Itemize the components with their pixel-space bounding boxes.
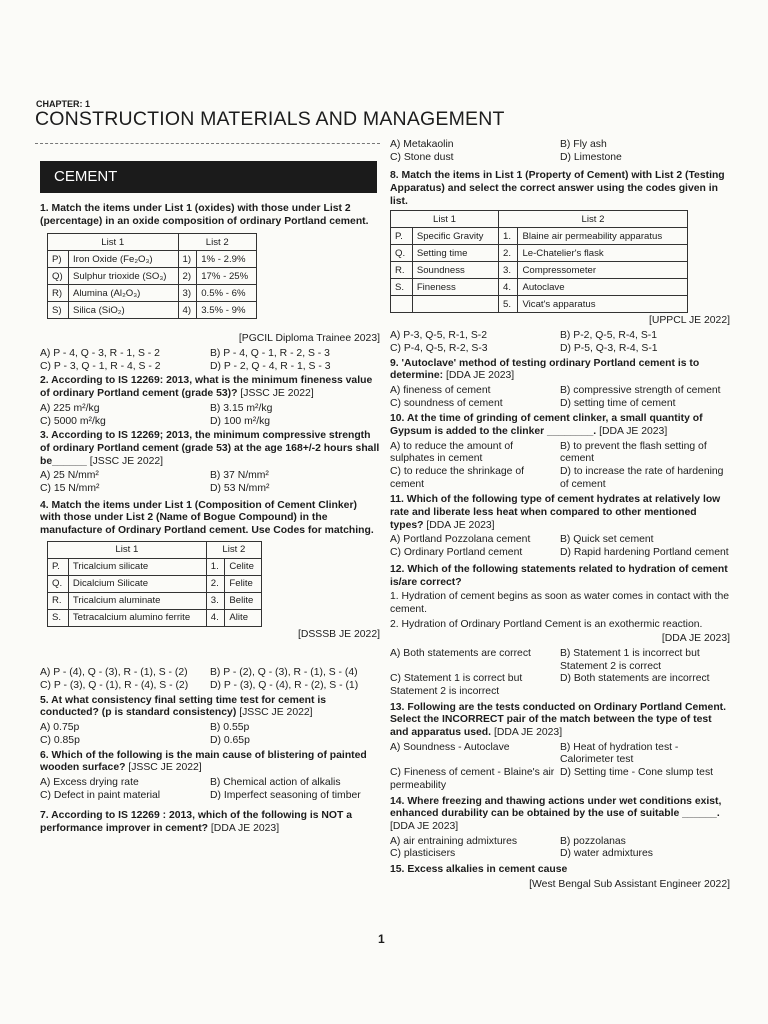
option: D) to increase the rate of hardening of cement xyxy=(560,466,724,490)
option: C) Ordinary Portland cement xyxy=(390,547,523,559)
table-cell: 2) xyxy=(178,268,197,285)
question-source: [DDA JE 2023] xyxy=(599,425,668,437)
question-source: [DDA JE 2023] xyxy=(426,519,495,531)
question-11 xyxy=(390,494,730,532)
q4-match-table xyxy=(47,541,262,627)
table-cell: Setting time xyxy=(412,245,498,262)
option: D) Setting time - Cone slump test xyxy=(560,767,714,779)
question-7 xyxy=(40,810,380,835)
option: A) to reduce the amount of sulphates in cement xyxy=(390,440,514,465)
table-cell: R) xyxy=(48,285,69,302)
section-title: CEMENT xyxy=(54,167,118,185)
question-text: 6. Which of the following is the main cause of blistering of painted wooden surface? xyxy=(40,749,367,774)
question-source: [DDA JE 2023] xyxy=(446,370,515,382)
options-row xyxy=(40,470,380,483)
question-10 xyxy=(390,413,730,438)
question-12: 12. Which of the following statements related to hydration of cement is/are correct? xyxy=(390,563,728,588)
title-divider xyxy=(35,143,380,144)
table-cell: Tetracalcium alumino ferrite xyxy=(68,609,206,626)
option: B) Heat of hydration test - Calorimeter test xyxy=(560,741,679,766)
option: D) P - 2, Q - 4, R - 1, S - 3 xyxy=(210,360,331,372)
options-row xyxy=(40,361,380,374)
option: C) P - (3), Q - (1), R - (4), S - (2) xyxy=(40,680,189,692)
question-source: [DDA JE 2023] xyxy=(390,820,459,832)
option: C) 0.85p xyxy=(40,734,80,746)
option: B) P - 4, Q - 1, R - 2, S - 3 xyxy=(210,348,330,360)
option: B) Chemical action of alkalis xyxy=(210,776,341,788)
option: C) Stone dust xyxy=(390,151,454,163)
options-row xyxy=(40,735,380,748)
option: C) Statement 1 is correct but Statement 2 is incorrect xyxy=(390,673,523,697)
option: B) 0.55p xyxy=(210,722,250,734)
option: B) to prevent the flash setting of cement xyxy=(560,440,707,465)
question-source: [PGCIL Diploma Trainee 2023] xyxy=(238,333,380,345)
option: A) P - 4, Q - 3, R - 1, S - 2 xyxy=(40,348,160,360)
table-cell: Felite xyxy=(225,575,262,592)
table-cell: 3.5% - 9% xyxy=(197,302,257,319)
table-cell: 1% - 2.9% xyxy=(197,251,257,268)
option: A) Metakaolin xyxy=(390,139,454,150)
question-8: 8. Match the items in List 1 (Property of Cement) with List 2 (Testing Apparatus) and select the correct answer using the codes given in list. xyxy=(390,170,725,207)
statement-2: 2. Hydration of Ordinary Portland Cement is an exothermic reaction. xyxy=(390,618,703,630)
page-number: 1 xyxy=(378,932,385,946)
table-cell: Soundness xyxy=(412,262,498,279)
statement-1: 1. Hydration of cement begins as soon as water comes in contact with the cement. xyxy=(390,591,730,615)
option: B) P-2, Q-5, R-4, S-1 xyxy=(560,330,658,342)
table-cell: Le-Chatelier's flask xyxy=(518,245,688,262)
question-13 xyxy=(390,702,730,740)
question-source: [JSSC JE 2022] xyxy=(239,707,313,719)
table-cell: 3) xyxy=(178,285,197,302)
table-cell: 4) xyxy=(178,302,197,319)
option: A) 25 N/mm² xyxy=(40,470,99,482)
options-row xyxy=(390,836,730,849)
question-source: [JSSC JE 2022] xyxy=(128,762,202,774)
option: C) 15 N/mm² xyxy=(40,482,100,494)
table-cell: P. xyxy=(48,558,69,575)
options-row xyxy=(390,742,730,767)
table-cell: Vicat's apparatus xyxy=(518,296,688,313)
left-column xyxy=(40,203,380,838)
options-row xyxy=(40,403,380,416)
question-9 xyxy=(390,358,730,383)
option: A) air entraining admixtures xyxy=(390,835,518,847)
option: A) Soundness - Autoclave xyxy=(390,741,510,753)
table-cell: 0.5% - 6% xyxy=(197,285,257,302)
table-cell: S) xyxy=(48,302,69,319)
options-row xyxy=(390,139,730,152)
table-cell: 4. xyxy=(499,279,518,296)
table-cell: 2. xyxy=(499,245,518,262)
table-cell: 1. xyxy=(499,228,518,245)
option: D) 53 N/mm² xyxy=(210,482,270,494)
question-text: 13. Following are the tests conducted on Ordinary Portland Cement. Select the INCORRECT pair of the match between the type of test and apparatus used. xyxy=(390,701,727,739)
options-row xyxy=(390,648,730,673)
table-header: List 2 xyxy=(206,541,261,558)
option: B) 37 N/mm² xyxy=(210,470,269,482)
options-row xyxy=(390,767,730,792)
table-cell: Alumina (Al₂O₃) xyxy=(69,285,178,302)
question-text: 10. At the time of grinding of cement clinker, a small quantity of Gypsum is added to the clinker ________. xyxy=(390,413,703,437)
table-cell: 3. xyxy=(499,262,518,279)
page-title: CONSTRUCTION MATERIALS AND MANAGEMENT xyxy=(35,108,505,130)
option: C) P-4, Q-5, R-2, S-3 xyxy=(390,342,488,354)
option: D) Rapid hardening Portland cement xyxy=(560,547,729,559)
question-4: 4. Match the items under List 1 (Composition of Cement Clinker) with those under List 2 (Name of Bogue Compound) in the manufacture of Ordinary Portland cement. Use Codes for matching. xyxy=(40,499,374,536)
table-cell: 4. xyxy=(206,609,225,626)
table-cell: Iron Oxide (Fe₂O₃) xyxy=(69,251,178,268)
option: D) 0.65p xyxy=(210,734,250,746)
question-text: 14. Where freezing and thawing actions under wet conditions exist, enhanced durability can be obtained by the use of suitable ______. xyxy=(390,795,722,820)
options-row xyxy=(390,330,730,343)
option: C) Defect in paint material xyxy=(40,789,161,801)
table-cell: Alite xyxy=(225,609,262,626)
options-row xyxy=(390,466,730,491)
options-row xyxy=(40,722,380,735)
options-row xyxy=(390,534,730,547)
table-header: List 1 xyxy=(48,234,179,251)
table-header: List 1 xyxy=(48,541,207,558)
q8-match-table xyxy=(390,210,688,313)
table-cell: S. xyxy=(48,609,69,626)
options-row xyxy=(40,777,380,790)
question-5 xyxy=(40,695,380,720)
question-source: [DSSSB JE 2022] xyxy=(297,628,380,640)
question-source: [DDA JE 2023] xyxy=(493,727,563,739)
table-cell: 2. xyxy=(206,575,225,592)
option: B) pozzolanas xyxy=(560,835,626,847)
option: D) Both statements are incorrect xyxy=(560,673,710,685)
options-row xyxy=(390,385,730,398)
table-cell: 3. xyxy=(206,592,225,609)
options-row xyxy=(40,348,380,361)
option: A) P-3, Q-5, R-1, S-2 xyxy=(390,330,488,342)
options-row xyxy=(390,152,730,165)
question-6 xyxy=(40,750,380,775)
table-cell: Belite xyxy=(225,592,262,609)
options-row xyxy=(40,790,380,803)
question-source: [West Bengal Sub Assistant Engineer 2022] xyxy=(529,878,730,890)
question-source: [JSSC JE 2022] xyxy=(240,388,314,400)
option: D) P-5, Q-3, R-4, S-1 xyxy=(560,342,658,354)
option: D) P - (3), Q - (4), R - (2), S - (1) xyxy=(210,680,359,692)
options-row xyxy=(390,673,730,698)
table-cell: Dicalcium Silicate xyxy=(68,575,206,592)
options-row xyxy=(40,483,380,496)
chapter-label: CHAPTER: 1 xyxy=(36,99,91,109)
table-cell: 1. xyxy=(206,558,225,575)
table-cell: 5. xyxy=(499,296,518,313)
table-cell xyxy=(391,296,413,313)
options-row xyxy=(390,848,730,861)
option: C) soundness of cement xyxy=(390,397,503,409)
q1-match-table xyxy=(47,233,257,319)
option: D) 100 m²/kg xyxy=(210,415,271,427)
table-header: List 2 xyxy=(178,234,257,251)
option: B) Statement 1 is incorrect but Statement 2 is correct xyxy=(560,647,700,672)
option: C) P - 3, Q - 1, R - 4, S - 2 xyxy=(40,360,161,372)
section-banner xyxy=(40,161,377,193)
question-text: 2. According to IS 12269: 2013, what is the minimum fineness value of ordinary Portland cement (grade 53)? xyxy=(40,375,373,400)
option: A) Excess drying rate xyxy=(40,776,139,788)
option: A) fineness of cement xyxy=(390,384,491,396)
option: D) Imperfect seasoning of timber xyxy=(210,789,361,801)
table-cell: Specific Gravity xyxy=(412,228,498,245)
question-text: 5. At what consistency final setting time test for cement is conducted? (p is standard consistency) xyxy=(40,694,327,719)
question-1: 1. Match the items under List 1 (oxides) with those under List 2 (percentage) in an oxide composition of ordinary Portland cement. xyxy=(40,203,369,227)
option: C) to reduce the shrinkage of cement xyxy=(390,466,524,490)
option: B) compressive strength of cement xyxy=(560,384,721,396)
question-3 xyxy=(40,430,380,468)
question-2 xyxy=(40,375,380,400)
table-cell: Celite xyxy=(225,558,262,575)
table-cell: P. xyxy=(391,228,413,245)
question-source: [JSSC JE 2022] xyxy=(89,455,164,467)
options-row xyxy=(390,441,730,466)
table-cell: Q. xyxy=(391,245,413,262)
option: A) 225 m²/kg xyxy=(40,402,100,414)
option: A) 0.75p xyxy=(40,722,80,734)
options-row xyxy=(390,547,730,560)
table-cell: R. xyxy=(391,262,413,279)
table-cell: Silica (SiO₂) xyxy=(69,302,178,319)
option: B) Quick set cement xyxy=(560,534,654,546)
table-cell: P) xyxy=(48,251,69,268)
option: B) Fly ash xyxy=(560,139,607,150)
table-cell: Q. xyxy=(48,575,69,592)
table-cell: Tricalcium silicate xyxy=(68,558,206,575)
option: C) plasticisers xyxy=(390,848,456,860)
table-cell: Q) xyxy=(48,268,69,285)
table-cell: Autoclave xyxy=(518,279,688,296)
question-14 xyxy=(390,796,730,834)
right-column xyxy=(390,139,730,893)
table-cell: Tricalcium aluminate xyxy=(68,592,206,609)
options-row xyxy=(390,398,730,411)
option: A) Both statements are correct xyxy=(390,647,531,659)
table-cell: Compressometer xyxy=(518,262,688,279)
table-cell: Blaine air permeability apparatus xyxy=(518,228,688,245)
option: C) Fineness of cement - Blaine's air permeability xyxy=(390,767,555,791)
table-cell: 1) xyxy=(178,251,197,268)
option: D) water admixtures xyxy=(560,848,653,860)
option: D) Limestone xyxy=(560,151,622,163)
options-row xyxy=(40,680,380,693)
question-text: 11. Which of the following type of cement hydrates at relatively low rate and liberate less heat when compared to other mentioned types? xyxy=(390,494,721,531)
table-cell: Sulphur trioxide (SO₃) xyxy=(69,268,178,285)
option: D) setting time of cement xyxy=(560,397,676,409)
question-source: [DDA JE 2023] xyxy=(661,633,730,645)
table-cell: S. xyxy=(391,279,413,296)
question-15: 15. Excess alkalies in cement cause xyxy=(390,863,568,875)
question-text: 7. According to IS 12269 : 2013, which of the following is NOT a performance improver in cement? xyxy=(40,810,352,834)
table-cell: R. xyxy=(48,592,69,609)
question-text: 3. According to IS 12269; 2013, the minimum compressive strength of ordinary Portland cement (grade 53) at the age 168+/-2 hours shall be______ xyxy=(40,430,380,467)
option: B) P - (2), Q - (3), R - (1), S - (4) xyxy=(210,667,358,679)
table-header: List 1 xyxy=(391,211,499,228)
option: A) Portland Pozzolana cement xyxy=(390,534,531,546)
option: C) 5000 m²/kg xyxy=(40,415,106,427)
option: A) P - (4), Q - (3), R - (1), S - (2) xyxy=(40,667,188,679)
question-source: [UPPCL JE 2022] xyxy=(648,315,730,327)
options-row xyxy=(390,343,730,356)
option: B) 3.15 m²/kg xyxy=(210,402,273,414)
table-cell: 17% - 25% xyxy=(197,268,257,285)
options-row xyxy=(40,667,380,680)
table-cell: Fineness xyxy=(412,279,498,296)
question-source: [DDA JE 2023] xyxy=(210,822,280,834)
options-row xyxy=(40,416,380,429)
table-cell xyxy=(412,296,498,313)
table-header: List 2 xyxy=(499,211,688,228)
question-text: 9. 'Autoclave' method of testing ordinary Portland cement is to determine: xyxy=(390,357,700,382)
